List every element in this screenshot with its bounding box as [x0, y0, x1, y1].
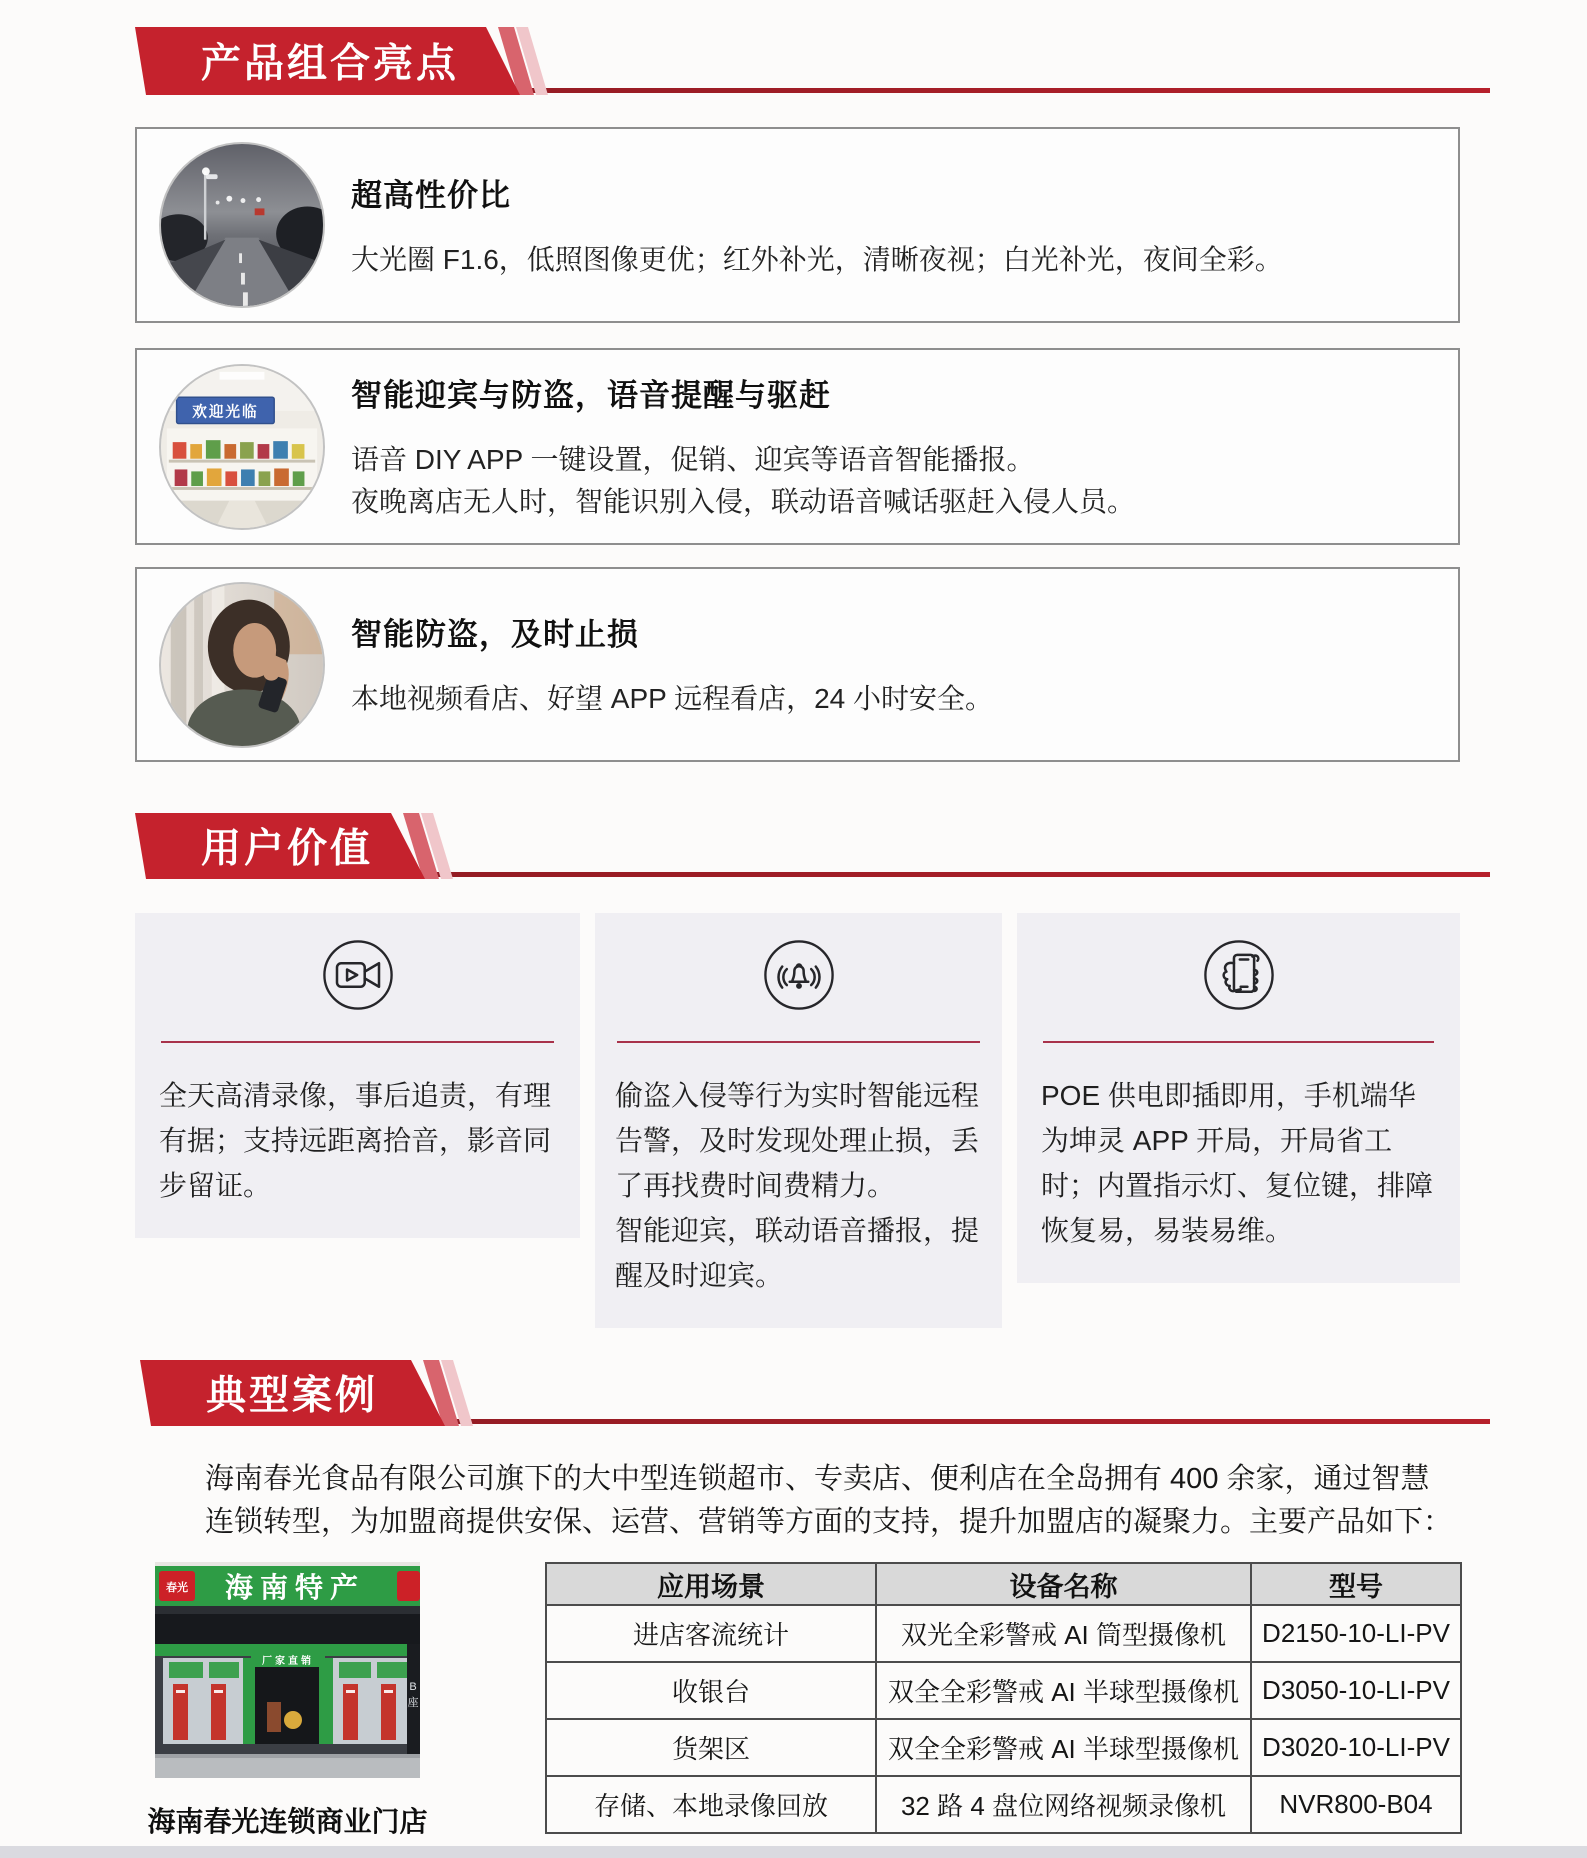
storefront-photo [155, 1562, 420, 1778]
card-text: 偷盗入侵等行为实时智能远程告警，及时发现处理止损，丢了再找费时间费精力。 [615, 1080, 980, 1201]
value-card-easy-deploy [1017, 913, 1460, 1283]
section-banner-value [135, 813, 425, 879]
table-header-cell: 应用场景 [546, 1563, 876, 1605]
card-divider [161, 1041, 554, 1043]
table-row [546, 1605, 1461, 1662]
table-cell: D3020-10-LI-PV [1251, 1719, 1461, 1776]
highlight-text: 夜晚离店无人时，智能识别入侵，联动语音喊话驱赶入侵人员。 [351, 486, 1136, 517]
table-cell: 存储、本地录像回放 [546, 1776, 876, 1833]
highlight-text: 本地视频看店、好望 APP 远程看店，24 小时安全。 [351, 683, 994, 714]
value-card-recording [135, 913, 580, 1238]
section-banner-highlights [135, 27, 520, 95]
value-cards [135, 913, 1460, 1328]
section-title: 产品组合亮点 [201, 41, 459, 86]
table-cell: D3050-10-LI-PV [1251, 1662, 1461, 1719]
phone-in-hand-icon [1041, 933, 1436, 1017]
table-cell: 进店客流统计 [546, 1605, 876, 1662]
highlight-box [135, 567, 1460, 762]
table-cell: 双全全彩警戒 AI 半球型摄像机 [876, 1719, 1251, 1776]
highlight-title: 智能防盗，及时止损 [351, 617, 639, 652]
table-cell: 双光全彩警戒 AI 筒型摄像机 [876, 1605, 1251, 1662]
woman-phone-photo [159, 582, 325, 748]
highlight-text: 语音 DIY APP 一键设置，促销、迎宾等语音智能播报。 [351, 444, 1035, 475]
card-text: 智能迎宾，联动语音播报，提醒及时迎宾。 [615, 1215, 980, 1291]
video-camera-icon [159, 933, 556, 1017]
shop-banner-text: 厂家直销 [262, 1656, 314, 1667]
case-product-table [545, 1562, 1462, 1834]
table-cell: 收银台 [546, 1662, 876, 1719]
night-street-photo [159, 142, 325, 308]
store-sign-text: 海南特产 [224, 1572, 366, 1603]
section-underline [300, 1419, 1490, 1424]
highlight-text: 大光圈 F1.6，低照图像更优；红外补光，清晰夜视；白光补光，夜间全彩。 [351, 243, 1283, 275]
table-cell: D2150-10-LI-PV [1251, 1605, 1461, 1662]
table-row [546, 1719, 1461, 1776]
table-header-cell: 型号 [1251, 1563, 1461, 1605]
case-intro [205, 1458, 1452, 1544]
card-divider [1043, 1041, 1434, 1043]
store-logo-text: 春光 [166, 1582, 188, 1594]
table-row [546, 1776, 1461, 1833]
annex-label-zuo: 座 [407, 1697, 419, 1709]
store-welcome-photo [159, 364, 325, 530]
table-cell: NVR800-B04 [1251, 1776, 1461, 1833]
section-title: 典型案例 [206, 1373, 378, 1418]
card-text: 全天高清录像，事后追责，有理有据；支持远距离拾音，影音同步留证。 [159, 1080, 552, 1201]
page-bottom-edge [0, 1846, 1587, 1858]
value-card-alarm [595, 913, 1002, 1328]
section-underline [300, 872, 1490, 877]
highlight-box [135, 348, 1460, 545]
highlight-box [135, 127, 1460, 323]
section-title: 用户价值 [201, 826, 373, 871]
table-row [546, 1662, 1461, 1719]
table-cell: 双全全彩警戒 AI 半球型摄像机 [876, 1662, 1251, 1719]
welcome-sign-text: 欢迎光临 [192, 404, 259, 421]
table-cell: 货架区 [546, 1719, 876, 1776]
case-intro-line: 海南春光食品有限公司旗下的大中型连锁超市、专卖店、便利店在全岛拥有 400 余家，通过智慧 [205, 1463, 1430, 1495]
highlight-title: 智能迎宾与防盗，语音提醒与驱赶 [351, 378, 831, 413]
case-intro-line: 连锁转型，为加盟商提供安保、运营、营销等方面的支持，提升加盟店的凝聚力。主要产品如下： [205, 1506, 1453, 1538]
photo-caption: 海南春光连锁商业门店 [147, 1806, 428, 1837]
annex-label-b: B [409, 1681, 417, 1693]
section-banner-cases [140, 1360, 445, 1426]
table-cell: 32 路 4 盘位网络视频录像机 [876, 1776, 1251, 1833]
alarm-bell-icon [615, 933, 982, 1017]
highlight-title: 超高性价比 [351, 177, 511, 213]
table-header-cell: 设备名称 [876, 1563, 1251, 1605]
card-divider [617, 1041, 980, 1043]
table-header-row [546, 1563, 1461, 1605]
card-text: POE 供电即插即用，手机端华为坤灵 APP 开局，开局省工时；内置指示灯、复位键，排障恢复易，易装易维。 [1041, 1080, 1434, 1246]
